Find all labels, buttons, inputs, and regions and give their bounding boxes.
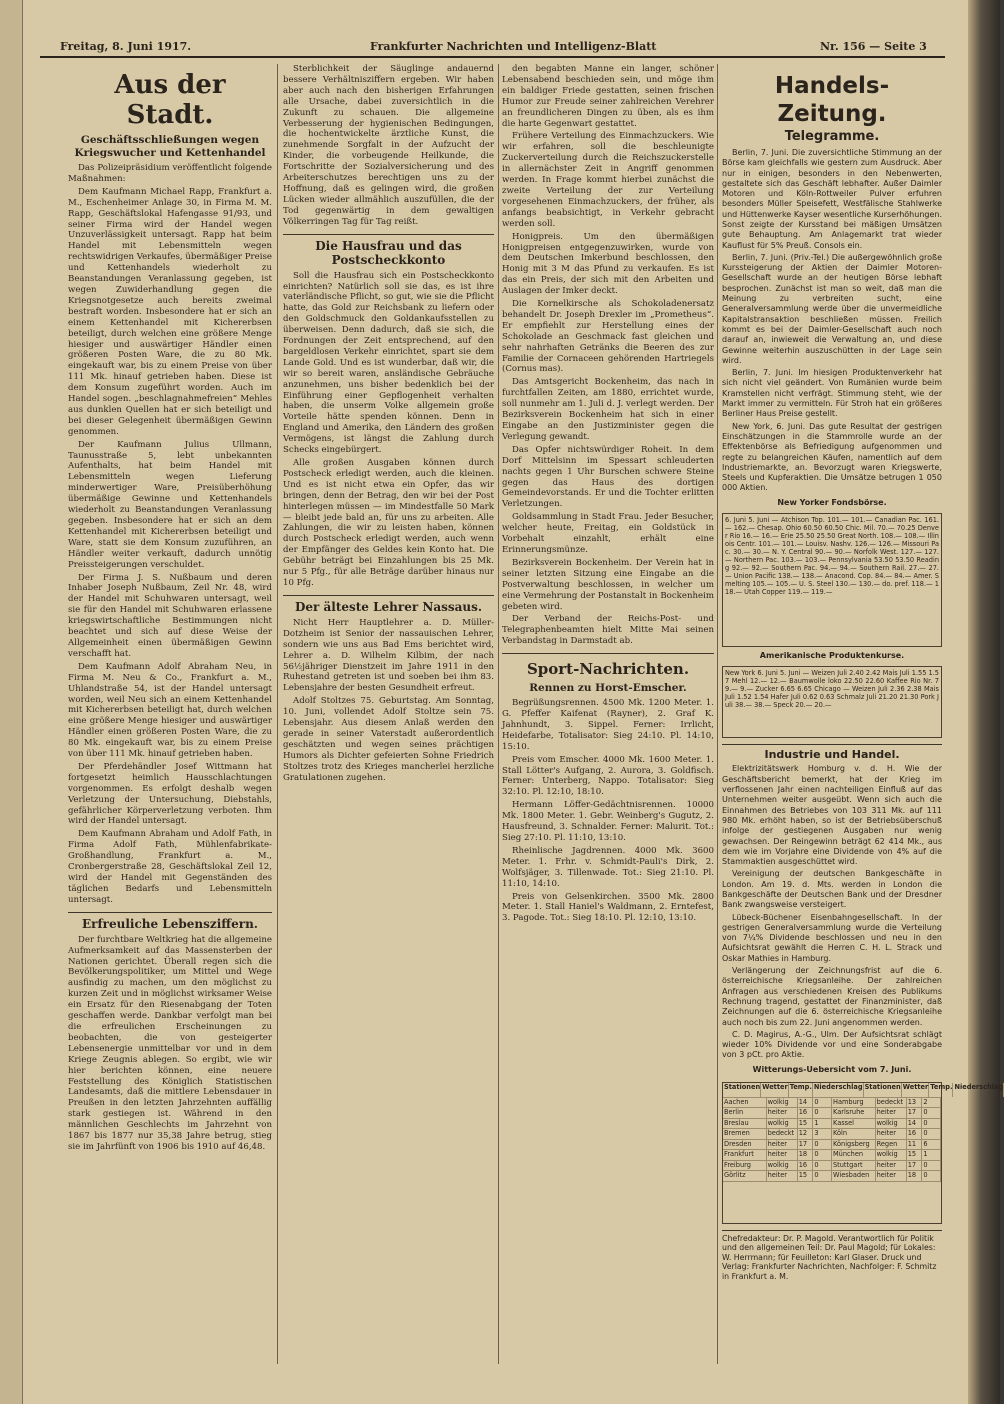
table-cell: Hamburg: [832, 1098, 876, 1108]
imprint: Chefredakteur: Dr. P. Magold. Verantwortlich für Politik und den allgemeinen Teil: Dr. Paul Magold; für Lokales: W. Herrmann; für Feuilleton: Karl Glaser. Druck und Verlag: Frankfurter Nachrichten, Nachfolger: F. Schmitz in Frankfurt a. M.: [722, 1230, 942, 1282]
table-body: [723, 1098, 941, 1182]
table-cell: heiter: [767, 1140, 798, 1150]
table-header-cell: Temp.: [789, 1083, 813, 1097]
article-headline: Telegramme.: [784, 129, 880, 144]
table-cell: wolkig: [767, 1161, 798, 1171]
race-result: Preis von Gelsenkirchen. 3500 Mk. 2800 Meter. 1. Stall Haniel's Waldmann, 2. Erntefest, 3. Pagode. Tot.: Sieg 18:10. Pl. 12:10, 13:10.: [502, 891, 714, 924]
race-result: Rheinlische Jagdrennen. 4000 Mk. 3600 Meter. 1. Frhr. v. Schmidt-Pauli's Dirk, 2. Wolfsjäger, 3. Tillenwade. Tot.: Sieg 21:10. Pl. 11:10, 14:10.: [502, 845, 714, 889]
article-paragraph: C. D. Magirus, A.-G., Ulm. Der Aufsichtsrat schlägt wieder 10% Dividende vor und eine Sonderabgabe von 3 pCt. pro Aktie.: [722, 1029, 942, 1060]
table-cell: 0: [813, 1098, 832, 1108]
table-cell: heiter: [876, 1129, 907, 1139]
table-row: [723, 1171, 941, 1182]
table-cell: 1: [813, 1119, 832, 1129]
table-cell: 0: [922, 1119, 941, 1129]
column-rule: [717, 64, 718, 1364]
table-row: [723, 1098, 941, 1109]
table-cell: heiter: [767, 1108, 798, 1118]
article-headline: Geschäftsschließungen wegen Kriegswucher und Kettenhandel: [74, 134, 266, 159]
article-paragraph: Dem Kaufmann Adolf Abraham Neu, in Firma M. Neu & Co., Frankfurt a. M., Uhlandstraße 54, ist der Handel untersagt worden, weil Neu sich an einem Kettenhandel mit Kichererbsen beteiligt hat, durch welchen eine größere Menge hiesiger und auswärtiger Händler einen größeren Posten Ware, die zu 80 Mk. eingekauft war, bis zu einem Preise von über 111 Mk. hinauf getrieben haben.: [68, 661, 272, 760]
table-cell: 18: [798, 1150, 814, 1160]
table-cell: 13: [907, 1098, 923, 1108]
article-paragraph: New York, 6. Juni. Das gute Resultat der gestrigen Einschätzungen in die Stammrolle wurde an der Effektenbörse als Befriedigung aufgenommen und regte zu belangreichen Käufen, namentlich auf dem Industriemarkte, an. Bevorzugt waren Kriegswerte, Steels und Kupferaktien. Die Umsätze betrugen 1 050 000 Aktien.: [722, 421, 942, 493]
table-cell: Bremen: [723, 1129, 767, 1139]
article-paragraph: Die Kornelkirsche als Schokoladenersatz behandelt Dr. Joseph Drexler im „Prometheus“. Er empfiehlt zur Herstellung eines der Schokolade an Geschmack fast gleichen und sehr nahrhaften Getränks die Beeren des zur Familie der Cornaceen gehörenden Hartriegels (Cornus mas).: [502, 299, 714, 375]
table-header-cell: Niederschlag: [953, 1083, 1004, 1097]
article-paragraph: Verlängerung der Zeichnungsfrist auf die 6. österreichische Kriegsanleihe. Der zahlreichen Anfragen aus verschiedenen Kreisen des Publikums Rechnung tragend, gestattet der Finanzminister, daß Zeichnungen auf die 6. österreichische Kriegsanleihe auch noch bis zum 22. Juni angenommen werden.: [722, 966, 942, 1027]
article-paragraph: Das Amtsgericht Bockenheim, das nach in furchtfallen Zeiten, am 1880, errichtet wurde, soll nunmehr am 1. Juli d. J. verlegt werden. Der Bezirksverein Bockenheim hat sich in einer Eingabe an den Justizminister gegen die Verlegung gewandt.: [502, 377, 714, 442]
article-paragraph: Der Kaufmann Julius Ullmann, Taunusstraße 5, lebt unbekannten Aufenthalts, hat beim Handel mit Lebensmitteln wegen Lieferung minderwertiger Ware, Preisüberhöhung übermäßige Gewinne und Kettenhandels wiederholt zu Beanstandungen Veranlassung gegeben. Insbesondere hat er sich an dem Kettenhandel mit Kichererbsen beteiligt und Ware, statt sie dem Konsum zuzuführen, an Händler weiter verkauft, dadurch unnötig Preissteigerungen verschuldet.: [68, 439, 272, 570]
table-cell: Freiburg: [723, 1161, 767, 1171]
table-cell: Aachen: [723, 1098, 767, 1108]
table-cell: bedeckt: [876, 1098, 907, 1108]
article-paragraph: Berlin, 7. Juni. Die zuversichtliche Stimmung an der Börse kam gleichfalls wie gestern zum Ausdruck. Aber nur in einigen, besonders in den Nebenwerten, gestaltete sich das Geschäft lebhafter. Außer Daimler Motoren und Köln-Rottweiler Pulver erfuhren besonders Müller Speisefett, Westfälische Stahlwerke und Hüttenwerke Kayser wesentliche Kurserhöhungen. Sonst zeigte der Kursstand bei mäßigen Umsätzen gute Behauptung. Am Anlagemarkt trat wieder Kauflust für 5% Preuß. Consols ein.: [722, 147, 942, 250]
article-paragraph: Dem Kaufmann Abraham und Adolf Fath, in Firma Adolf Fath, Mühlenfabrikate-Großhandlung, Frankfurt a. M., Cronbergerstraße 28, Geschäftslokal Zeil 12, wird der Handel mit Gegenständen des täglichen Bedarfs und Lebensmitteln untersagt.: [68, 829, 272, 905]
table-cell: wolkig: [876, 1119, 907, 1129]
table-cell: heiter: [876, 1161, 907, 1171]
table-cell: 17: [907, 1161, 923, 1171]
table-cell: 0: [813, 1108, 832, 1118]
weather-table: [722, 1082, 1004, 1224]
page-header: [40, 38, 945, 58]
table-cell: 0: [813, 1150, 832, 1160]
table-cell: 1: [922, 1150, 941, 1160]
table-cell: 3: [813, 1129, 832, 1139]
column-4: [722, 64, 1004, 1364]
table-cell: Kassel: [832, 1119, 876, 1129]
article-paragraph: Der Verband der Reichs-Post- und Telegraphenbeamten hielt Mitte Mai seinen Verbandstag in Darmstadt ab.: [502, 614, 714, 647]
table-cell: 17: [798, 1140, 814, 1150]
article-headline: Industrie und Handel.: [722, 744, 942, 761]
article-paragraph: Der furchtbare Weltkrieg hat die allgemeine Aufmerksamkeit auf das Massensterben der Nationen gerichtet. Überall regen sich die Bevölkerungspolitiker, um Mittel und Wege ausfindig zu machen, um den möglichst zu kurzen Zeit und in möglichst wirksamer Weise ein Ersatz für den Riesenabgang der Toten geschaffen werde. Dankbar verfolgt man bei die erfreulichen Erscheinungen zu beobachten, die von gesteigerter Lebensenergie unmittelbar vor und in dem Kriege Zeugnis ablegen. So ergibt, wie wir hier berichten können, eine neuere Feststellung des Königlich Statistischen Landesamts, daß die mittlere Lebensdauer in Preußen in den letzten Jahrzehnten auffällig stark gestiegen ist. Während in den männlichen Geschlechts im Jahrzehnt von 1867 bis 1877 nur 35,38 Jahre betrug, stieg sie im Jahrfünft von 1906 bis 1910 auf 46,48.: [68, 934, 272, 1152]
article-paragraph: Soll die Hausfrau sich ein Postscheckkonto einrichten? Natürlich soll sie das, es ist ihre vaterländische Pflicht, so gut, wie sie die Pflicht hatte, das Gold zur Reichsbank zu liefern oder den Goldschmuck den Goldankaufsstellen zu überweisen. Denn dadurch, daß sie sich, die Fordnungen der Zeit entsprechend, auf den bargeldlosen Verkehr einrichtet, spart sie dem Lande Gold. Und es ist wunderbar, daß wir, die wir so bereit waren, ansländische Gebräuche anzunehmen, uns bisher bedenklich bei der Einführung einer Gepflogenheit verhalten haben, die unserm Volke allgemein große Vorteile hätte spenden können. Denn in England und Amerika, den Ländern des großen Vermögens, ist längst die Zahlung durch Schecks eingebürgert.: [283, 270, 494, 456]
article-paragraph: Lübeck-Büchener Eisenbahngesellschaft. In der gestrigen Generalversammlung wurde die Verteilung von 7¼% Dividende beschlossen und neu in den Aufsichtsrat gewählt die Herren C. H. L. Strack und Oskar Mathies in Hamburg.: [722, 912, 942, 963]
table-row: [723, 1161, 941, 1172]
column-3: [502, 64, 714, 1364]
table-cell: 18: [907, 1171, 923, 1181]
article-paragraph: Vereinigung der deutschen Bankgeschäfte in London. Am 19. d. Mts. werden in London die Bankgeschäfte der Deutschen Bank und der Dresdner Bank zwangsweise versteigert.: [722, 869, 942, 910]
table-cell: 12: [798, 1129, 814, 1139]
article-paragraph: den begabten Manne ein langer, schöner Lebensabend beschieden sein, und möge ihm ein baldiger Friede gestatten, seinen frischen Humor zur Freude seiner zahlreichen Verehrer an freundlicheren Dingen zu üben, als es ihm die harte Gegenwart gestattet.: [502, 64, 714, 129]
header-page-number: Nr. 156 — Seite 3: [820, 40, 927, 53]
column-1: [68, 64, 272, 1364]
table-header-cell: Stationen: [723, 1083, 761, 1097]
article-paragraph: Goldsammlung in Stadt Frau. Jeder Besucher, welcher heute, Freitag, ein Goldstück in Vorbehalt einzahlt, erhält eine Erinnerungsmünze.: [502, 512, 714, 555]
article-headline: Rennen zu Horst-Emscher.: [529, 682, 687, 695]
article-headline: Die Hausfrau und das Postscheckkonto: [283, 234, 494, 267]
table-header-cell: Stationen: [864, 1083, 902, 1097]
table-cell: Dresden: [723, 1140, 767, 1150]
article-paragraph: Bezirksverein Bockenheim. Der Verein hat in seiner letzten Sitzung eine Eingabe an die Postverwaltung beschlossen, in welcher um eine Vermehrung der Postanstalt in Bockenheim gebeten wird.: [502, 557, 714, 612]
table-cell: wolkig: [876, 1150, 907, 1160]
table-cell: heiter: [767, 1150, 798, 1160]
article-headline: Erfreuliche Lebensziffern.: [68, 912, 272, 931]
table-header-row: [723, 1082, 1004, 1098]
table-cell: heiter: [767, 1171, 798, 1181]
article-paragraph: Sterblichkeit der Säuglinge andauernd bessere Verhältnisziffern ergeben. Wir haben aber auch nach den bisherigen Erfahrungen alle Ursache, dabei zuversichtlich in die Zukunft zu schauen. Die allgemeine Verbesserung der hygienischen Bedingungen, die hochentwickelte ärztliche Kunst, die zunehmende Sorgfalt in der Aufzucht der Kinder, die vorbeugende Heilkunde, die Fortschritte der Sozialversicherung und des Arbeiterschutzes berechtigen uns zu der Hoffnung, daß es gelingen wird, die großen Lücken wieder allmählich auszufüllen, die der Tod gegenwärtig in dem gewaltigen Völkerringen Tag für Tag reißt.: [283, 64, 494, 227]
table-cell: 14: [907, 1119, 923, 1129]
table-cell: wolkig: [767, 1098, 798, 1108]
table-cell: 16: [798, 1108, 814, 1118]
header-date: Freitag, 8. Juni 1917.: [60, 40, 192, 53]
article-paragraph: Dem Kaufmann Michael Rapp, Frankfurt a. M., Eschenheimer Anlage 30, in Firma M. M. Rapp, Geschäftslokal Hafengasse 91/93, und seiner Firma wird der Handel wegen Unzuverlässigkeit untersagt. Rapp hat beim Handel mit Lebensmitteln wegen rechtswidrigen Verkaufes, übermäßiger Preise und Kettenhandels wiederholt zu Beanstandungen Veranlassung gegeben, ist wegen Zuwiderhandlung gegen die Kriegsnotgesetze auch bereits zweimal bestraft worden. Insbesondere hat er sich an einem Kettenhandel mit Kichererbsen beteiligt, durch welchen eine größere Menge hiesiger und auswärtiger Händler einen größeren Posten Ware, die zu 80 Mk. eingekauft war, bis zu einem Preise von über 111 Mk. hinauf getrieben haben. Diese ist dem Konsum zugeführt worden. Auch im Handel sogen. „beschlagnahmefreien“ Mehles aus dunklen Quellen hat er sich beteiligt und bei dieser Gelegenheit übermäßigen Gewinn genommen.: [68, 186, 272, 437]
article-paragraph: Das Polizeipräsidium veröffentlicht folgende Maßnahmen:: [68, 163, 272, 184]
article-paragraph: Der Firma J. S. Nußbaum und deren Inhaber Joseph Nußbaum, Zeil Nr. 48, wird der Handel mit Schuhwaren untersagt, weil sie für den Handel mit Schuhwaren erlassene kriegswirtschaftliche Bestimmungen nicht beachtet und sich auf diese Weise der Allgemeinheit einen übermäßigen Gewinn verschafft hat.: [68, 572, 272, 659]
article-paragraph: Frühere Verteilung des Einmachzuckers. Wie wir erfahren, soll die beschleunigte Zuckerverteilung durch die Reichszuckerstelle in allernächster Zeit in Angriff genommen werden. In Frage kommt hierbei zunächst die zweite Verteilung der zur Verteilung vorgesehenen Einmachzuckers, der früher, als anfangs beabsichtigt, in Verkehr gebracht werden soll.: [502, 131, 714, 229]
table-cell: Karlsruhe: [832, 1108, 876, 1118]
table-cell: 6: [922, 1140, 941, 1150]
table-cell: wolkig: [767, 1119, 798, 1129]
table-title: Amerikanische Produktenkurse.: [759, 650, 905, 660]
table-cell: 0: [922, 1129, 941, 1139]
table-cell: 11: [907, 1140, 923, 1150]
table-cell: 0: [813, 1161, 832, 1171]
article-paragraph: Berlin, 7. Juni. Im hiesigen Produktenverkehr hat sich nicht viel geändert. Von Rumänien wurde beim Kramstellen nicht verfrägt. Stimmung steht, wie der Markt immer zu vermitteln. Für Stroh hat ein größeres Berliner Haus Preise gestellt.: [722, 368, 942, 419]
table-cell: bedeckt: [767, 1129, 798, 1139]
table-cell: 15: [798, 1119, 814, 1129]
table-title: Witterungs-Uebersicht vom 7. Juni.: [752, 1064, 912, 1074]
right-page-edge: [968, 0, 1000, 1404]
article-paragraph: Alle großen Ausgaben können durch Postscheck erledigt werden, auch die kleinen. Und es ist nicht etwa ein Opfer, das wir bringen, denn der Betrag, den wir bei der Post hinterlegen müssen — im Mindestfalle 50 Mark — bleibt jede bald an, für uns zu arbeiten. Alle Zahlungen, die wir zu leisten haben, können durch Postscheck erledigt werden, auch wenn der Empfänger des Geldes kein Konto hat. Die Gebühr beträgt bei Einzahlungen bis 25 Mk. nur 5 Pfg., für alle Beträge darüber hinaus nur 10 Pfg.: [283, 458, 494, 588]
article-paragraph: Das Opfer nichtswürdiger Roheit. In dem Dorf Mittelsinn im Spessart schleuderten nachts gegen 1 Uhr Burschen schwere Steine gegen das Haus des dortigen Gemeindevorstands. Er und die Tochter erlitten Verletzungen.: [502, 444, 714, 510]
table-cell: Frankfurt: [723, 1150, 767, 1160]
header-masthead: Frankfurter Nachrichten und Intelligenz-Blatt: [370, 40, 657, 53]
table-cell: heiter: [876, 1108, 907, 1118]
table-cell: 17: [907, 1108, 923, 1118]
table-cell: 0: [813, 1171, 832, 1181]
table-cell: 0: [922, 1171, 941, 1181]
column-rule: [498, 64, 499, 1364]
article-paragraph: Honigpreis. Um den übermäßigen Honigpreisen entgegenzuwirken, wurde von dem Deutschen Imkerbund beschlossen, den Honig mit 3 M das Pfund zu verkaufen. Es ist das ein Preis, der sich mit den Arbeiten und Auslagen der Imker deckt.: [502, 231, 714, 297]
article-headline: Der älteste Lehrer Nassaus.: [283, 595, 494, 614]
table-cell: Breslau: [723, 1119, 767, 1129]
table-row: [723, 1140, 941, 1151]
table-cell: 15: [798, 1171, 814, 1181]
article-paragraph: Nicht Herr Hauptlehrer a. D. Müller-Dotzheim ist Senior der nassauischen Lehrer, sondern wie uns aus Bad Ems berichtet wird, Lehrer a. D. Wilhelm Kilbim, der nach 56½jähriger Dienstzeit im Jahre 1911 in den Ruhestand getreten ist und soeben bei ihm 83. Lebensjahre der besten Gesundheit erfreut.: [283, 617, 494, 694]
table-cell: Köln: [832, 1129, 876, 1139]
table-header-cell: Wetter: [902, 1083, 930, 1097]
table-cell: 14: [798, 1098, 814, 1108]
table-header-cell: Temp.: [929, 1083, 953, 1097]
table-row: [723, 1150, 941, 1161]
table-cell: Stuttgart: [832, 1161, 876, 1171]
table-cell: heiter: [876, 1171, 907, 1181]
table-row: [723, 1108, 941, 1119]
table-cell: Königsberg: [832, 1140, 876, 1150]
table-cell: Görlitz: [723, 1171, 767, 1181]
table-row: [723, 1119, 941, 1130]
sport-section-title: Sport-Nachrichten.: [502, 653, 714, 678]
table-row: [723, 1129, 941, 1140]
race-result: Preis vom Emscher. 4000 Mk. 1600 Meter. 1. Stall Lötter's Aufgang, 2. Aurora, 3. Goldfisch. Ferner: Unterberg, Nappo. Totalisator: Sieg 32:10. Pl. 12:10, 18:10.: [502, 754, 714, 798]
table-cell: 0: [813, 1140, 832, 1150]
left-page-edge: [0, 0, 23, 1404]
table-cell: 2: [922, 1098, 941, 1108]
table-cell: München: [832, 1150, 876, 1160]
column-2: [283, 64, 494, 1364]
section-title-handel: Handels-Zeitung.: [774, 73, 890, 127]
table-cell: Berlin: [723, 1108, 767, 1118]
table-header-cell: Niederschlag: [813, 1083, 864, 1097]
stock-table: 6. Juni 5. Juni — Atchison Top. 101.— 101.— Canadian Pac. 161.— 162.— Chesap. Ohio 60.50 60.50 Chic. Mil. 70.— 70.25 Denver Rio 16.— 16.— Erie 25.50 25.50 Great North. 108.— 108.— Illinois Centr. 101.— 101.— Louisv. Nashv. 126.— 126.— Missouri Pac. 30.— 30.— N. Y. Central 90.— 90.— Norfolk West. 127.— 127.— Northern Pac. 103.— 103.— Pennsylvania 53.50 53.50 Reading 92.— 92.— Southern Pac. 94.— 94.— Southern Rail. 27.— 27.— Union Pacific 138.— 138.— Anacond. Cop. 84.— 84.— Amer. Smelting 105.— 105.— U. S. Steel 130.— 130.— do. pref. 118.— 118.— Utah Copper 119.— 119.—: [722, 513, 942, 647]
column-rule: [277, 64, 278, 1364]
table-header-cell: Wetter: [761, 1083, 789, 1097]
table-title: New Yorker Fondsbörse.: [777, 497, 887, 507]
table-cell: 16: [907, 1129, 923, 1139]
table-cell: 0: [922, 1161, 941, 1171]
race-result: Hermann Löffer-Gedächtnisrennen. 10000 Mk. 1800 Meter. 1. Gebr. Weinberg's Gugutz, 2. Hausfreund, 3. Schnalder. Ferner: Malurit. Tot.: Sieg 27:10. Pl. 11:10, 13:10.: [502, 800, 714, 843]
article-paragraph: Elektrizitätswerk Homburg v. d. H. Wie der Geschäftsbericht bemerkt, hat der Krieg im verflossenen Jahr einen nachteiligen Einfluß auf das Unternehmen weiter ausgeübt. Wenn sich auch die Einnahmen des Betriebes von 103 311 Mk. auf 111 980 Mk. erhöht haben, so ist der Betriebsüberschuß infolge der gestiegenen Ausgaben nur wenig gewachsen. Der Reingewinn beträgt 62 414 Mk., aus dem wie im Vorjahre eine Dividende von 4% auf die Stammaktien ausgeschüttet wird.: [722, 764, 942, 867]
table-cell: Wiesbaden: [832, 1171, 876, 1181]
table-cell: 0: [922, 1108, 941, 1118]
section-title-stadt: Aus der Stadt.: [114, 70, 226, 130]
article-paragraph: Adolf Stoltzes 75. Geburtstag. Am Sonntag, 10. Juni, vollendet Adolf Stoltze sein 75. Lebensjahr. Aus diesem Anlaß werden den gerade in seiner Vaterstadt außerordentlich geschätzten und wegen seines prächtigen Humors als Dichter gefeierten Sohne Friedrich Stoltzes trotz des Krieges mancherlei herzliche Gratulationen zugehen.: [283, 696, 494, 783]
race-result: Begrüßungsrennen. 4500 Mk. 1200 Meter. 1. G. Pfeffer Kaifenat (Rayner), 2. Graf K. Jahnhundt, 3. Sippel. Ferner: Irrlicht, Heidefarbe, Totalisator: Sieg 24:10. Pl. 14:10, 15:10.: [502, 698, 714, 752]
article-paragraph: Berlin, 7. Juni. (Priv.-Tel.) Die außergewöhnlich große Kurssteigerung der Aktien der Daimler Motoren-Gesellschaft wurde an der heutigen Börse lebhaft besprochen. Zunächst ist man so weit, daß man die Meinung zu verbreiten sucht, eine Generalversammlung werde über die unvermeidliche Kapitalstransaktion beschließen müssen. Freilich kommt es bei der Daimler-Gesellschaft auch noch darauf an, inwieweit die Verwaltung an, und diese Gewinne weiterhin auszuschütten in der Lage sein wird.: [722, 252, 942, 365]
article-paragraph: Der Pferdehändler Josef Wittmann hat fortgesetzt heimlich Hausschlachtungen vorgenommen. Es erfolgt deshalb wegen Verletzung der Untersuchung, Diebstahls, gefährlicher Körperverletzung verboten. Ihm wird der Handel untersagt.: [68, 761, 272, 827]
table-cell: Regen: [876, 1140, 907, 1150]
table-cell: 15: [907, 1150, 923, 1160]
commodity-table: New York 6. Juni 5. Juni — Weizen Juli 2.40 2.42 Mais Juli 1.55 1.57 Mehl 12.— 12.— Baumwolle loko 22.50 22.60 Kaffee Rio Nr. 7 9.— 9.— Zucker 6.65 6.65 Chicago — Weizen Juli 2.36 2.38 Mais Juli 1.52 1.54 Hafer Juli 0.62 0.63 Schmalz Juli 21.20 21.30 Pork Juli 38.— 38.— Speck 20.— 20.—: [722, 666, 942, 738]
table-cell: 16: [798, 1161, 814, 1171]
